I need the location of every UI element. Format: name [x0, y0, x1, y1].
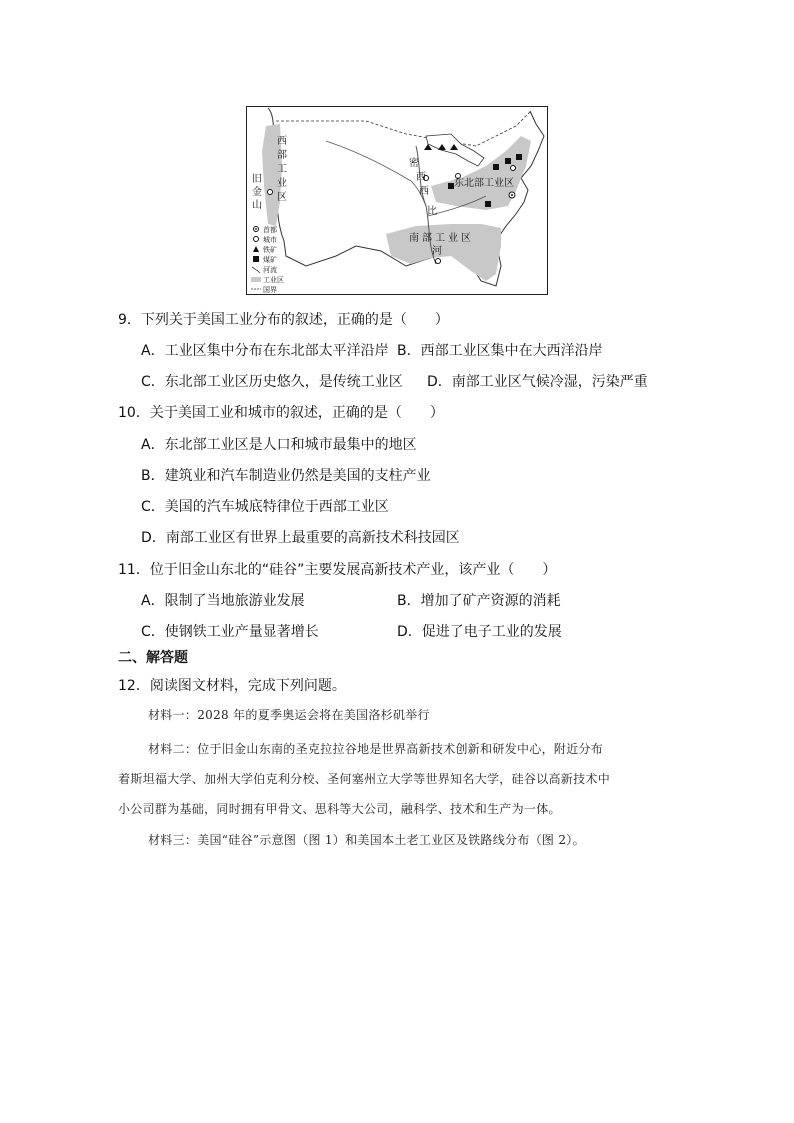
section-title: 二、解答题 — [118, 650, 188, 666]
coal-icon — [505, 158, 511, 164]
q9-option-a[interactable]: A．工业区集中分布在东北部太平洋沿岸 — [141, 343, 389, 359]
q10-option-a[interactable]: A．东北部工业区是人口和城市最集中的地区 — [141, 437, 417, 453]
q11-option-d[interactable]: D．促进了电子工业的发展 — [397, 624, 562, 640]
capital-icon-dot — [511, 194, 513, 196]
mississippi-char: 西 — [416, 172, 426, 183]
q9-option-c[interactable]: C．东北部工业区历史悠久，是传统工业区 — [141, 374, 403, 390]
q11-option-b[interactable]: B．增加了矿产资源的消耗 — [397, 593, 561, 609]
legend-industrial: 工业区 — [263, 276, 284, 284]
west-region-char: 部 — [277, 150, 287, 161]
mississippi-char: 西 — [419, 186, 429, 197]
q10-option-c[interactable]: C．美国的汽车城底特律位于西部工业区 — [141, 499, 389, 515]
legend-city: 城市 — [263, 236, 277, 244]
legend-border: 国界 — [263, 286, 277, 294]
q9-option-d[interactable]: D．南部工业区气候冷湿，污染严重 — [427, 374, 648, 390]
q12-material-2-line-3: 小公司群为基础，同时拥有甲骨文、思科等大公司，融科学、技术和生产为一体。 — [118, 802, 561, 816]
west-region-char: 西 — [277, 136, 287, 147]
city-icon — [436, 259, 441, 264]
mississippi-char: 河 — [432, 246, 442, 257]
q10-option-d[interactable]: D．南部工业区有世界上最重要的高新技术科技园区 — [141, 530, 460, 546]
northeast-region-label: 东北部工业区 — [454, 178, 514, 189]
legend-coal: 煤矿 — [263, 256, 277, 264]
q12-material-3: 材料三：美国“硅谷”示意图（图 1）和美国本土老工业区及铁路线分布（图 2）。 — [148, 833, 585, 847]
q12-material-2-line-1: 材料二：位于旧金山东南的圣克拉拉谷地是世界高新技术创新和研发中心，附近分布 — [148, 742, 604, 756]
q12-material-2-line-2: 着斯坦福大学、加州大学伯克利分校、圣何塞州立大学等世界知名大学，硅谷以高新技术中 — [118, 772, 611, 786]
q12-material-1: 材料一：2028 年的夏季奥运会将在美国洛杉矶举行 — [148, 708, 430, 722]
q11-stem: 11．位于旧金山东北的“硅谷”主要发展高新技术产业，该产业（ ） — [118, 562, 557, 578]
mississippi-char: 比 — [427, 206, 437, 217]
west-region-char: 工 — [277, 164, 287, 175]
mississippi-char: 密 — [409, 158, 419, 169]
city-icon — [268, 190, 273, 195]
legend-river: 河流 — [263, 266, 277, 274]
q10-stem: 10．关于美国工业和城市的叙述，正确的是（ ） — [118, 405, 444, 421]
q10-option-b[interactable]: B．建筑业和汽车制造业仍然是美国的支柱产业 — [141, 468, 431, 484]
sf-char: 旧 — [252, 174, 262, 185]
q9-stem: 9．下列关于美国工业分布的叙述，正确的是（ ） — [118, 312, 449, 328]
coal-icon — [485, 201, 491, 207]
south-region-label: 南部工业区 — [409, 233, 474, 244]
legend-capital: 首都 — [263, 226, 277, 234]
coal-icon — [516, 154, 522, 160]
sf-char: 金 — [252, 187, 262, 198]
legend-iron: 铁矿 — [263, 246, 277, 254]
us-industry-map — [246, 106, 548, 295]
west-region-char: 区 — [277, 192, 287, 203]
q9-option-b[interactable]: B．西部工业区集中在大西洋沿岸 — [397, 343, 603, 359]
q12-stem: 12．阅读图文材料，完成下列问题。 — [118, 678, 346, 694]
west-region-char: 业 — [277, 178, 287, 189]
q11-option-c[interactable]: C．使钢铁工业产量显著增长 — [141, 624, 319, 640]
city-icon — [511, 166, 516, 171]
q11-option-a[interactable]: A．限制了当地旅游业发展 — [141, 593, 305, 609]
sf-char: 山 — [252, 200, 262, 211]
coal-icon — [493, 164, 499, 170]
